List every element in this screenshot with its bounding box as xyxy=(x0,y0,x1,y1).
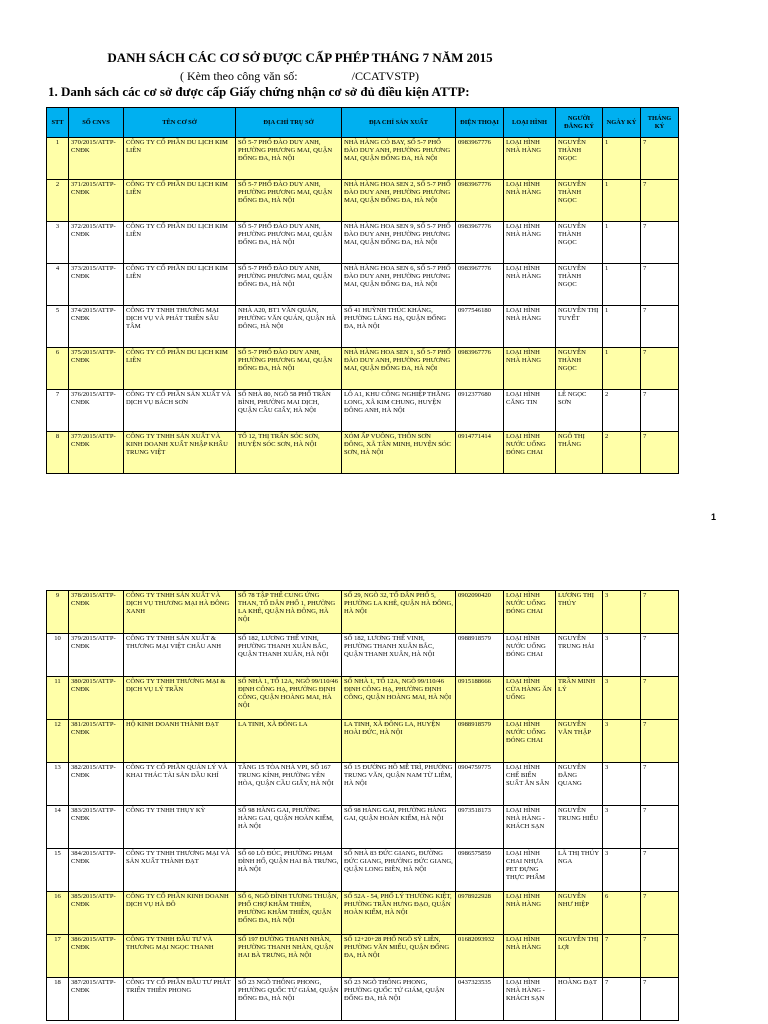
cell-dien-thoai: 0983967776 xyxy=(456,348,504,390)
table-row xyxy=(47,763,679,806)
cell-loai-hinh: LOẠI HÌNH NHÀ HÀNG xyxy=(504,222,556,264)
cell-stt: 1 xyxy=(47,138,69,180)
cell-thang-ky: 7 xyxy=(641,978,679,1021)
cell-so-cnvs: 379/2015/ATTP-CNĐK xyxy=(69,634,124,677)
table-row xyxy=(47,432,679,474)
cell-stt: 12 xyxy=(47,720,69,763)
cell-ngay-ky: 2 xyxy=(603,432,641,474)
cell-dien-thoai: 0983967776 xyxy=(456,180,504,222)
table-body-page-1 xyxy=(47,138,679,474)
cell-dia-chi-san-xuat: LÔ A1, KHU CÔNG NGHIỆP THĂNG LONG, XÃ KIM CHUNG, HUYỆN ĐÔNG ANH, HÀ NỘI xyxy=(342,390,456,432)
header-so-cnvs: SỐ CNVS xyxy=(69,108,124,138)
cell-thang-ky: 7 xyxy=(641,806,679,849)
cell-stt: 7 xyxy=(47,390,69,432)
table-row xyxy=(47,634,679,677)
cell-dia-chi-tru-so: SỐ 5-7 PHỐ ĐÀO DUY ANH, PHƯỜNG PHƯƠNG MAI, QUẬN ĐỐNG ĐA, HÀ NỘI xyxy=(236,180,342,222)
table-row xyxy=(47,264,679,306)
cell-dia-chi-tru-so: SỐ 6, NGÕ ĐÌNH TƯƠNG THUẬN, PHỐ CHỢ KHÂM THIÊN, PHƯỜNG KHÂM THIÊN, QUẬN ĐỐNG ĐA, HÀ NỘI xyxy=(236,892,342,935)
cell-thang-ky: 7 xyxy=(641,677,679,720)
cell-ngay-ky: 3 xyxy=(603,763,641,806)
table-header-row xyxy=(47,108,679,138)
cell-thang-ky: 7 xyxy=(641,180,679,222)
cell-dia-chi-san-xuat: LA TINH, XÃ ĐÔNG LA, HUYỆN HOÀI ĐỨC, HÀ NỘI xyxy=(342,720,456,763)
cell-stt: 4 xyxy=(47,264,69,306)
header-dia-chi-tru-so: ĐỊA CHỈ TRỤ SỞ xyxy=(236,108,342,138)
cell-ten-co-so: CÔNG TY TNHH SẢN XUẤT VÀ DỊCH VỤ THƯƠNG MẠI HÀ ĐÔNG XANH xyxy=(124,591,236,634)
cell-dia-chi-tru-so: SỐ 197 ĐƯỜNG THANH NHÀN, PHƯỜNG THANH NHÀN, QUẬN HAI BÀ TRƯNG, HÀ NỘI xyxy=(236,935,342,978)
cell-so-cnvs: 387/2015/ATTP-CNĐK xyxy=(69,978,124,1021)
cell-stt: 2 xyxy=(47,180,69,222)
cell-nguoi-dang-ky: NGUYỄN NHƯ HIỆP xyxy=(556,892,603,935)
cell-so-cnvs: 385/2015/ATTP-CNĐK xyxy=(69,892,124,935)
cell-thang-ky: 7 xyxy=(641,720,679,763)
table-row xyxy=(47,348,679,390)
cell-dia-chi-tru-so: NHÀ A20, BT1 VĂN QUÁN, PHƯỜNG VĂN QUÁN, QUẬN HÀ ĐÔNG, HÀ NỘI xyxy=(236,306,342,348)
header-loai-hinh: LOẠI HÌNH xyxy=(504,108,556,138)
cell-ngay-ky: 1 xyxy=(603,138,641,180)
license-table-page-2 xyxy=(46,590,679,1021)
cell-dien-thoai: 0973518173 xyxy=(456,806,504,849)
cell-loai-hinh: LOẠI HÌNH CHẾ BIẾN SUẤT ĂN SẴN xyxy=(504,763,556,806)
cell-loai-hinh: LOẠI HÌNH NƯỚC UỐNG ĐÓNG CHAI xyxy=(504,720,556,763)
cell-ngay-ky: 3 xyxy=(603,634,641,677)
table-row xyxy=(47,935,679,978)
cell-nguoi-dang-ky: NGUYỄN VĂN THẬP xyxy=(556,720,603,763)
cell-dia-chi-san-xuat: SỐ 41 HUỲNH THÚC KHÁNG, PHƯỜNG LÁNG HẠ, QUẬN ĐỐNG ĐA, HÀ NỘI xyxy=(342,306,456,348)
cell-dia-chi-tru-so: SỐ NHÀ 1, TỔ 12A, NGÕ 99/110/46 ĐỊNH CÔNG HẠ, PHƯỜNG ĐỊNH CÔNG, QUẬN HOÀNG MAI, HÀ NỘI xyxy=(236,677,342,720)
cell-nguoi-dang-ky: NGUYỄN TRUNG HIẾU xyxy=(556,806,603,849)
cell-so-cnvs: 373/2015/ATTP-CNĐK xyxy=(69,264,124,306)
cell-loai-hinh: LOẠI HÌNH NHÀ HÀNG - KHÁCH SẠN xyxy=(504,806,556,849)
cell-dia-chi-san-xuat: SỐ 12+20+28 PHỐ NGÕ SỸ LIÊN, PHƯỜNG VĂN MIẾU, QUẬN ĐỐNG ĐA, HÀ NỘI xyxy=(342,935,456,978)
cell-nguoi-dang-ky: NGÔ THỊ THẮNG xyxy=(556,432,603,474)
cell-ngay-ky: 3 xyxy=(603,849,641,892)
cell-so-cnvs: 370/2015/ATTP-CNĐK xyxy=(69,138,124,180)
table-row xyxy=(47,306,679,348)
cell-dien-thoai: 0437323535 xyxy=(456,978,504,1021)
cell-thang-ky: 7 xyxy=(641,306,679,348)
cell-ngay-ky: 3 xyxy=(603,591,641,634)
cell-stt: 13 xyxy=(47,763,69,806)
cell-dien-thoai: 0986575859 xyxy=(456,849,504,892)
cell-ngay-ky: 1 xyxy=(603,180,641,222)
cell-stt: 10 xyxy=(47,634,69,677)
cell-dien-thoai: 0977546180 xyxy=(456,306,504,348)
cell-loai-hinh: LOẠI HÌNH NHÀ HÀNG xyxy=(504,180,556,222)
table-row xyxy=(47,978,679,1021)
cell-dia-chi-tru-so: SỐ 5-7 PHỐ ĐÀO DUY ANH, PHƯỜNG PHƯƠNG MAI, QUẬN ĐỐNG ĐA, HÀ NỘI xyxy=(236,138,342,180)
cell-dia-chi-tru-so: SỐ 98 HÀNG GAI, PHƯỜNG HÀNG GAI, QUẬN HOÀN KIẾM, HÀ NỘI xyxy=(236,806,342,849)
cell-so-cnvs: 375/2015/ATTP-CNĐK xyxy=(69,348,124,390)
cell-stt: 16 xyxy=(47,892,69,935)
cell-dien-thoai: 0983967776 xyxy=(456,222,504,264)
table-row xyxy=(47,806,679,849)
cell-so-cnvs: 374/2015/ATTP-CNĐK xyxy=(69,306,124,348)
cell-dien-thoai: 0902090420 xyxy=(456,591,504,634)
document-subtitle: ( Kèm theo công văn số: /CCATVSTP) xyxy=(180,69,419,83)
cell-stt: 5 xyxy=(47,306,69,348)
cell-dia-chi-san-xuat: NHÀ HÀNG HOA SEN 1, SỐ 5-7 PHỐ ĐÀO DUY ANH, PHƯỜNG PHƯƠNG MAI, QUẬN ĐỐNG ĐA, HÀ NỘI xyxy=(342,348,456,390)
cell-thang-ky: 7 xyxy=(641,591,679,634)
cell-nguoi-dang-ky: TRẦN MINH LÝ xyxy=(556,677,603,720)
cell-nguoi-dang-ky: NGUYỄN THÀNH NGỌC xyxy=(556,222,603,264)
cell-stt: 11 xyxy=(47,677,69,720)
header-dia-chi-san-xuat: ĐỊA CHỈ SẢN XUẤT xyxy=(342,108,456,138)
cell-nguoi-dang-ky: NGUYỄN THỊ LỢI xyxy=(556,935,603,978)
cell-ten-co-so: CÔNG TY CỔ PHẦN DU LỊCH KIM LIÊN xyxy=(124,180,236,222)
cell-dia-chi-san-xuat: SỐ 52A - 54, PHỐ LÝ THƯỜNG KIỆT, PHƯỜNG TRẦN HƯNG ĐẠO, QUẬN HOÀN KIẾM, HÀ NỘI xyxy=(342,892,456,935)
cell-dien-thoai: 0914771414 xyxy=(456,432,504,474)
cell-loai-hinh: LOẠI HÌNH NHÀ HÀNG xyxy=(504,306,556,348)
cell-dien-thoai: 0983967776 xyxy=(456,138,504,180)
cell-stt: 9 xyxy=(47,591,69,634)
cell-loai-hinh: LOẠI HÌNH NHÀ HÀNG xyxy=(504,348,556,390)
cell-ngay-ky: 1 xyxy=(603,222,641,264)
cell-dia-chi-tru-so: SỐ 5-7 PHỐ ĐÀO DUY ANH, PHƯỜNG PHƯƠNG MAI, QUẬN ĐỐNG ĐA, HÀ NỘI xyxy=(236,348,342,390)
cell-ten-co-so: CÔNG TY CỔ PHẦN QUẢN LÝ VÀ KHAI THÁC TÀI SẢN DẦU KHÍ xyxy=(124,763,236,806)
cell-dien-thoai: 0978922928 xyxy=(456,892,504,935)
cell-dia-chi-tru-so: SỐ 5-7 PHỐ ĐÀO DUY ANH, PHƯỜNG PHƯƠNG MAI, QUẬN ĐỐNG ĐA, HÀ NỘI xyxy=(236,222,342,264)
cell-dia-chi-san-xuat: NHÀ HÀNG HOA SEN 9, SỐ 5-7 PHỐ ĐÀO DUY ANH, PHƯỜNG PHƯƠNG MAI, QUẬN ĐỐNG ĐA, HÀ NỘI xyxy=(342,222,456,264)
cell-dia-chi-san-xuat: SỐ 182, LƯƠNG THẾ VINH, PHƯỜNG THANH XUÂN BẮC, QUẬN THANH XUÂN, HÀ NỘI xyxy=(342,634,456,677)
cell-dia-chi-san-xuat: SỐ 23 NGÕ THÔNG PHONG, PHƯỜNG QUỐC TỬ GIÁM, QUẬN ĐỐNG ĐA, HÀ NỘI xyxy=(342,978,456,1021)
cell-ngay-ky: 1 xyxy=(603,264,641,306)
table-row xyxy=(47,180,679,222)
cell-so-cnvs: 377/2015/ATTP-CNĐK xyxy=(69,432,124,474)
cell-dien-thoai: 0912377680 xyxy=(456,390,504,432)
cell-nguoi-dang-ky: NGUYỄN THỊ TUYẾT xyxy=(556,306,603,348)
license-table-page-1 xyxy=(46,107,679,474)
cell-thang-ky: 7 xyxy=(641,634,679,677)
cell-ten-co-so: CÔNG TY TNHH THỤY KỲ xyxy=(124,806,236,849)
cell-dien-thoai: 0904759775 xyxy=(456,763,504,806)
cell-dia-chi-san-xuat: NHÀ HÀNG HOA SEN 2, SỐ 5-7 PHỐ ĐÀO DUY ANH, PHƯỜNG PHƯƠNG MAI, QUẬN ĐỐNG ĐA, HÀ NỘI xyxy=(342,180,456,222)
header-stt: STT xyxy=(47,108,69,138)
cell-loai-hinh: LOẠI HÌNH NƯỚC UỐNG ĐÓNG CHAI xyxy=(504,591,556,634)
cell-stt: 17 xyxy=(47,935,69,978)
cell-nguoi-dang-ky: LÃ THỊ THÚY NGA xyxy=(556,849,603,892)
cell-ten-co-so: CÔNG TY TNHH THƯƠNG MẠI VÀ SẢN XUẤT THÀNH ĐẠT xyxy=(124,849,236,892)
cell-dia-chi-tru-so: SỐ NHÀ 80, NGÕ 58 PHỐ TRẦN BÌNH, PHƯỜNG MAI DỊCH, QUẬN CẦU GIẤY, HÀ NỘI xyxy=(236,390,342,432)
cell-ngay-ky: 7 xyxy=(603,978,641,1021)
cell-dia-chi-san-xuat: SỐ NHÀ 1, TỔ 12A, NGÕ 99/110/46 ĐỊNH CÔNG HẠ, PHƯỜNG ĐỊNH CÔNG, QUẬN HOÀNG MAI, HÀ NỘI xyxy=(342,677,456,720)
document-title: DANH SÁCH CÁC CƠ SỞ ĐƯỢC CẤP PHÉP THÁNG 7 NĂM 2015 xyxy=(107,50,493,65)
table-row xyxy=(47,677,679,720)
cell-thang-ky: 7 xyxy=(641,390,679,432)
cell-dia-chi-san-xuat: NHÀ HÀNG CỎ BAY, SỐ 5-7 PHỐ ĐÀO DUY ANH, PHƯỜNG PHƯƠNG MAI, QUẬN ĐỐNG ĐA, HÀ NỘI xyxy=(342,138,456,180)
cell-so-cnvs: 386/2015/ATTP-CNĐK xyxy=(69,935,124,978)
cell-ten-co-so: HỘ KINH DOANH THÀNH ĐẠT xyxy=(124,720,236,763)
cell-stt: 18 xyxy=(47,978,69,1021)
header-nguoi-dang-ky: NGƯỜI ĐĂNG KÝ xyxy=(556,108,603,138)
cell-so-cnvs: 381/2015/ATTP-CNĐK xyxy=(69,720,124,763)
table-row xyxy=(47,849,679,892)
table-row xyxy=(47,892,679,935)
cell-ten-co-so: CÔNG TY TNHH ĐẦU TƯ VÀ THƯƠNG MẠI NGỌC THANH xyxy=(124,935,236,978)
cell-loai-hinh: LOẠI HÌNH NHÀ HÀNG xyxy=(504,892,556,935)
cell-loai-hinh: LOẠI HÌNH NHÀ HÀNG xyxy=(504,264,556,306)
cell-thang-ky: 7 xyxy=(641,892,679,935)
cell-thang-ky: 7 xyxy=(641,763,679,806)
cell-nguoi-dang-ky: NGUYỄN THÀNH NGỌC xyxy=(556,264,603,306)
cell-so-cnvs: 378/2015/ATTP-CNĐK xyxy=(69,591,124,634)
cell-stt: 6 xyxy=(47,348,69,390)
cell-so-cnvs: 383/2015/ATTP-CNĐK xyxy=(69,806,124,849)
cell-thang-ky: 7 xyxy=(641,222,679,264)
cell-ten-co-so: CÔNG TY CỔ PHẦN KINH DOANH DỊCH VỤ HÀ ĐÔ xyxy=(124,892,236,935)
header-ten-co-so: TÊN CƠ SỞ xyxy=(124,108,236,138)
cell-dia-chi-tru-so: TỔ 12, THỊ TRẤN SÓC SƠN, HUYỆN SÓC SƠN, HÀ NỘI xyxy=(236,432,342,474)
cell-stt: 15 xyxy=(47,849,69,892)
cell-ten-co-so: CÔNG TY CỔ PHẦN ĐẦU TƯ PHÁT TRIỂN THIÊN PHONG xyxy=(124,978,236,1021)
cell-loai-hinh: LOẠI HÌNH CỬA HÀNG ĂN UỐNG xyxy=(504,677,556,720)
cell-dien-thoai: 0983967776 xyxy=(456,264,504,306)
cell-ten-co-so: CÔNG TY CỔ PHẦN DU LỊCH KIM LIÊN xyxy=(124,138,236,180)
cell-nguoi-dang-ky: LƯƠNG THỊ THỦY xyxy=(556,591,603,634)
section-heading: 1. Danh sách các cơ sở được cấp Giấy chứng nhận cơ sở đủ điều kiện ATTP: xyxy=(48,84,470,99)
cell-nguoi-dang-ky: NGUYỄN THÀNH NGỌC xyxy=(556,180,603,222)
cell-ngay-ky: 7 xyxy=(603,935,641,978)
cell-nguoi-dang-ky: LÊ NGỌC SƠN xyxy=(556,390,603,432)
cell-loai-hinh: LOẠI HÌNH NHÀ HÀNG xyxy=(504,935,556,978)
cell-thang-ky: 7 xyxy=(641,138,679,180)
cell-dia-chi-tru-so: LA TINH, XÃ ĐÔNG LA xyxy=(236,720,342,763)
cell-nguoi-dang-ky: NGUYỄN TRUNG HẢI xyxy=(556,634,603,677)
cell-dia-chi-san-xuat: NHÀ HÀNG HOA SEN 6, SỐ 5-7 PHỐ ĐÀO DUY ANH, PHƯỜNG PHƯƠNG MAI, QUẬN ĐỐNG ĐA, HÀ NỘI xyxy=(342,264,456,306)
cell-ten-co-so: CÔNG TY TNHH SẢN XUẤT VÀ KINH DOANH XUẤT NHẬP KHẨU TRUNG VIỆT xyxy=(124,432,236,474)
cell-dia-chi-tru-so: SỐ 5-7 PHỐ ĐÀO DUY ANH, PHƯỜNG PHƯƠNG MAI, QUẬN ĐỐNG ĐA, HÀ NỘI xyxy=(236,264,342,306)
cell-loai-hinh: LOẠI HÌNH NƯỚC UỐNG ĐÓNG CHAI xyxy=(504,634,556,677)
cell-dien-thoai: 01682093932 xyxy=(456,935,504,978)
cell-dien-thoai: 0988918579 xyxy=(456,634,504,677)
cell-thang-ky: 7 xyxy=(641,849,679,892)
cell-dia-chi-tru-so: SỐ 182, LƯƠNG THẾ VINH, PHƯỜNG THANH XUÂN BẮC, QUẬN THANH XUÂN, HÀ NỘI xyxy=(236,634,342,677)
cell-dia-chi-tru-so: SỐ 60 LÒ ĐÚC, PHƯỜNG PHẠM ĐÌNH HỔ, QUẬN HAI BÀ TRƯNG, HÀ NỘI xyxy=(236,849,342,892)
cell-ngay-ky: 6 xyxy=(603,892,641,935)
cell-thang-ky: 7 xyxy=(641,935,679,978)
header-thang-ky: THÁNG KÝ xyxy=(641,108,679,138)
cell-ngay-ky: 2 xyxy=(603,390,641,432)
cell-dia-chi-san-xuat: SỐ 29, NGÕ 32, TỔ DÂN PHỐ 5, PHƯỜNG LA KHÊ, QUẬN HÀ ĐÔNG, HÀ NỘI xyxy=(342,591,456,634)
cell-ngay-ky: 1 xyxy=(603,348,641,390)
cell-stt: 14 xyxy=(47,806,69,849)
cell-loai-hinh: LOẠI HÌNH NHÀ HÀNG - KHÁCH SẠN xyxy=(504,978,556,1021)
cell-loai-hinh: LOẠI HÌNH CHAI NHỰA PET ĐỰNG THỰC PHẨM xyxy=(504,849,556,892)
cell-loai-hinh: LOẠI HÌNH NƯỚC UỐNG ĐÓNG CHAI xyxy=(504,432,556,474)
cell-ten-co-so: CÔNG TY CỔ PHẦN DU LỊCH KIM LIÊN xyxy=(124,222,236,264)
cell-dien-thoai: 0988918579 xyxy=(456,720,504,763)
table-row xyxy=(47,138,679,180)
cell-nguoi-dang-ky: HOÀNG ĐẠT xyxy=(556,978,603,1021)
cell-ten-co-so: CÔNG TY TNHH SẢN XUẤT & THƯƠNG MẠI VIỆT CHÂU ANH xyxy=(124,634,236,677)
cell-ngay-ky: 3 xyxy=(603,677,641,720)
cell-nguoi-dang-ky: NGUYỄN THÀNH NGỌC xyxy=(556,138,603,180)
cell-dia-chi-san-xuat: SỐ 15 ĐƯỜNG HỒ MỄ TRÌ, PHƯỜNG TRUNG VĂN, QUẬN NAM TỪ LIÊM, HÀ NỘI xyxy=(342,763,456,806)
cell-so-cnvs: 380/2015/ATTP-CNĐK xyxy=(69,677,124,720)
table-body-page-2 xyxy=(47,591,679,1021)
cell-ngay-ky: 3 xyxy=(603,806,641,849)
cell-loai-hinh: LOẠI HÌNH NHÀ HÀNG xyxy=(504,138,556,180)
cell-ngay-ky: 3 xyxy=(603,720,641,763)
cell-so-cnvs: 372/2015/ATTP-CNĐK xyxy=(69,222,124,264)
cell-ten-co-so: CÔNG TY CỔ PHẦN DU LỊCH KIM LIÊN xyxy=(124,264,236,306)
header-dien-thoai: ĐIỆN THOẠI xyxy=(456,108,504,138)
cell-dia-chi-san-xuat: SỐ NHÀ 83 ĐỨC GIANG, ĐƯỜNG ĐỨC GIANG, PHƯỜNG ĐỨC GIANG, QUẬN LONG BIÊN, HÀ NỘI xyxy=(342,849,456,892)
cell-so-cnvs: 371/2015/ATTP-CNĐK xyxy=(69,180,124,222)
cell-dia-chi-san-xuat: XÓM ẤP VUÔNG, THÔN SƠN ĐÔNG, XÃ TÂN MINH, HUYỆN SÓC SƠN, HÀ NỘI xyxy=(342,432,456,474)
cell-stt: 3 xyxy=(47,222,69,264)
table-row xyxy=(47,720,679,763)
cell-loai-hinh: LOẠI HÌNH CĂNG TIN xyxy=(504,390,556,432)
cell-nguoi-dang-ky: NGUYỄN THÀNH NGỌC xyxy=(556,348,603,390)
table-row xyxy=(47,222,679,264)
cell-so-cnvs: 384/2015/ATTP-CNĐK xyxy=(69,849,124,892)
cell-thang-ky: 7 xyxy=(641,264,679,306)
cell-dien-thoai: 0915188666 xyxy=(456,677,504,720)
cell-stt: 8 xyxy=(47,432,69,474)
cell-ten-co-so: CÔNG TY TNHH THƯƠNG MẠI & DỊCH VỤ LÝ TRẦN xyxy=(124,677,236,720)
page-number: 1 xyxy=(711,512,717,522)
cell-ten-co-so: CÔNG TY TNHH THƯƠNG MẠI DỊCH VỤ VÀ PHÁT TRIỂN SẮU TÂM xyxy=(124,306,236,348)
cell-so-cnvs: 376/2015/ATTP-CNĐK xyxy=(69,390,124,432)
cell-so-cnvs: 382/2015/ATTP-CNĐK xyxy=(69,763,124,806)
cell-thang-ky: 7 xyxy=(641,432,679,474)
cell-ngay-ky: 1 xyxy=(603,306,641,348)
cell-ten-co-so: CÔNG TY CỔ PHẦN DU LỊCH KIM LIÊN xyxy=(124,348,236,390)
cell-dia-chi-tru-so: SỐ 23 NGÕ THÔNG PHONG, PHƯỜNG QUỐC TỬ GIÁM, QUẬN ĐỐNG ĐA, HÀ NỘI xyxy=(236,978,342,1021)
header-ngay-ky: NGÀY KÝ xyxy=(603,108,641,138)
cell-dia-chi-san-xuat: SỐ 98 HÀNG GAI, PHƯỜNG HÀNG GAI, QUẬN HOÀN KIẾM, HÀ NỘI xyxy=(342,806,456,849)
cell-dia-chi-tru-so: TẦNG 15 TÒA NHÀ VPI, SỐ 167 TRUNG KÍNH, PHƯỜNG YÊN HÒA, QUẬN CẦU GIẤY, HÀ NỘI xyxy=(236,763,342,806)
cell-ten-co-so: CÔNG TY CỔ PHẦN SẢN XUẤT VÀ DỊCH VỤ BÁCH SƠN xyxy=(124,390,236,432)
cell-dia-chi-tru-so: SỐ 78 TẬP THỂ CUNG ỨNG THAN, TỔ DÂN PHỐ 1, PHƯỜNG LA KHÊ, QUẬN HÀ ĐÔNG, HÀ NỘI xyxy=(236,591,342,634)
table-row xyxy=(47,591,679,634)
cell-nguoi-dang-ky: NGUYỄN ĐĂNG QUANG xyxy=(556,763,603,806)
table-row xyxy=(47,390,679,432)
cell-thang-ky: 7 xyxy=(641,348,679,390)
